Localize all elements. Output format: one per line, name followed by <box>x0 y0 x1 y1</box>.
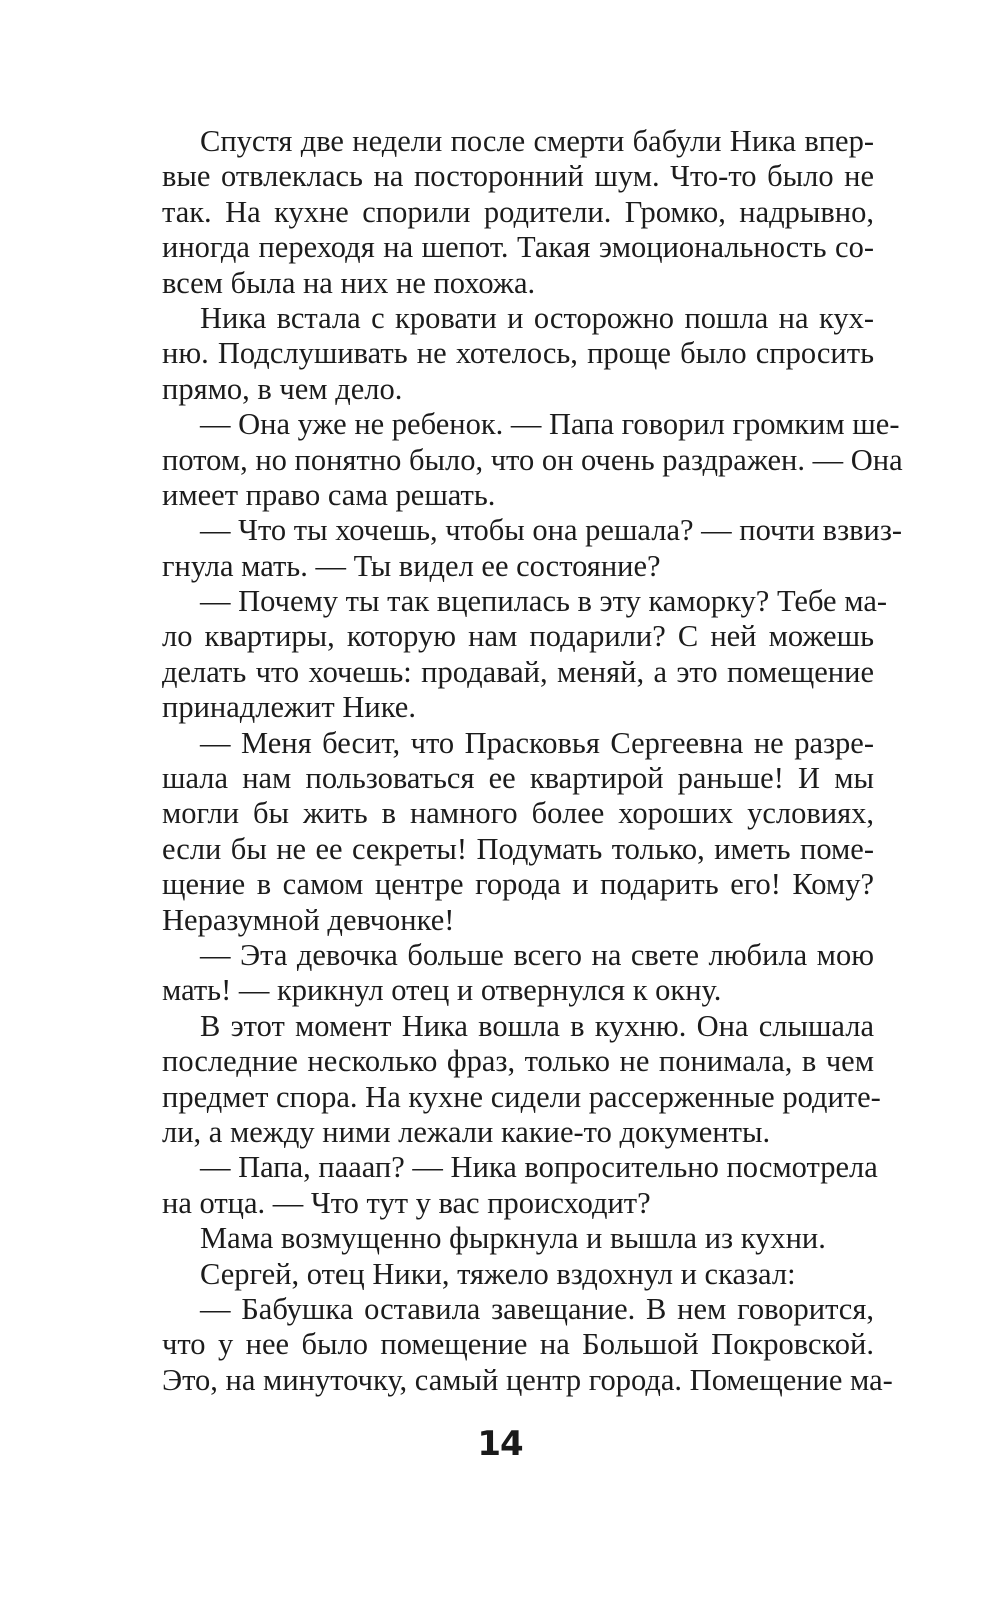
text-line: — Почему ты так вцепилась в эту каморку? Тебе ма- <box>200 584 888 619</box>
text-line: Сергей, отец Ники, тяжело вздохнул и сказал: <box>200 1256 796 1291</box>
text-line: мать! — крикнул отец и отвернулся к окну. <box>162 973 722 1008</box>
text-line: на отца. — Что тут у вас происходит? <box>162 1185 651 1220</box>
text-line: так. На кухне спорили родители. Громко, надрывно, <box>162 194 874 229</box>
text-line: Спустя две недели после смерти бабули Ника впер- <box>200 124 874 158</box>
text-line: — Меня бесит, что Прасковья Сергеевна не разре- <box>200 725 874 760</box>
text-line: ли, а между ними лежали какие-то документы. <box>162 1114 771 1149</box>
text-line: шала нам пользоваться ее квартирой раньше! И мы <box>162 761 874 796</box>
text-line: Неразумной девчонке! <box>162 902 455 937</box>
text-line: Мама возмущенно фыркнула и вышла из кухни. <box>200 1221 826 1256</box>
text-line: ню. Подслушивать не хотелось, проще было спросить <box>162 336 874 371</box>
text-line: ло квартиры, которую нам подарили? С ней можешь <box>162 619 874 654</box>
text-line: делать что хочешь: продавай, меняй, а это помещение <box>162 654 874 689</box>
text-line: иногда переходя на шепот. Такая эмоциональность со- <box>162 230 874 265</box>
text-line: последние несколько фраз, только не понимала, в чем <box>162 1044 874 1079</box>
text-line: прямо, в чем дело. <box>162 371 403 406</box>
text-line: предмет спора. На кухне сидели рассерженные родите- <box>162 1079 881 1114</box>
text-line: гнула мать. — Ты видел ее состояние? <box>162 548 661 583</box>
text-line: — Эта девочка больше всего на свете любила мою <box>200 937 874 972</box>
text-line: всем была на них не похожа. <box>162 265 536 300</box>
text-line: что у нее было помещение на Большой Покровской. <box>162 1327 874 1362</box>
text-line: имеет право сама решать. <box>162 477 496 512</box>
page-text-block <box>162 124 903 1398</box>
text-line: В этот момент Ника вошла в кухню. Она слышала <box>200 1008 874 1043</box>
text-line: щение в самом центре города и подарить его! Кому? <box>162 867 874 902</box>
text-line: если бы не ее секреты! Подумать только, иметь поме- <box>162 831 874 866</box>
text-line: вые отвлеклась на посторонний шум. Что-то было не <box>162 159 874 194</box>
page-number: 14 <box>477 1424 523 1464</box>
text-line: могли бы жить в намного более хороших условиях, <box>162 796 874 831</box>
text-line: — Что ты хочешь, чтобы она решала? — почти взвиз- <box>200 513 903 548</box>
text-line: Ника встала с кровати и осторожно пошла на кух- <box>200 300 874 335</box>
text-line: принадлежит Нике. <box>162 690 416 725</box>
text-line: — Папа, пааап? — Ника вопросительно посмотрела <box>200 1150 878 1185</box>
text-line: потом, но понятно было, что он очень раздражен. — Она <box>162 442 903 477</box>
text-line: Это, на минуточку, самый центр города. Помещение ма- <box>162 1362 893 1397</box>
text-line: — Бабушка оставила завещание. В нем говорится, <box>200 1291 874 1326</box>
text-line: — Она уже не ребенок. — Папа говорил громким ше- <box>200 407 900 442</box>
